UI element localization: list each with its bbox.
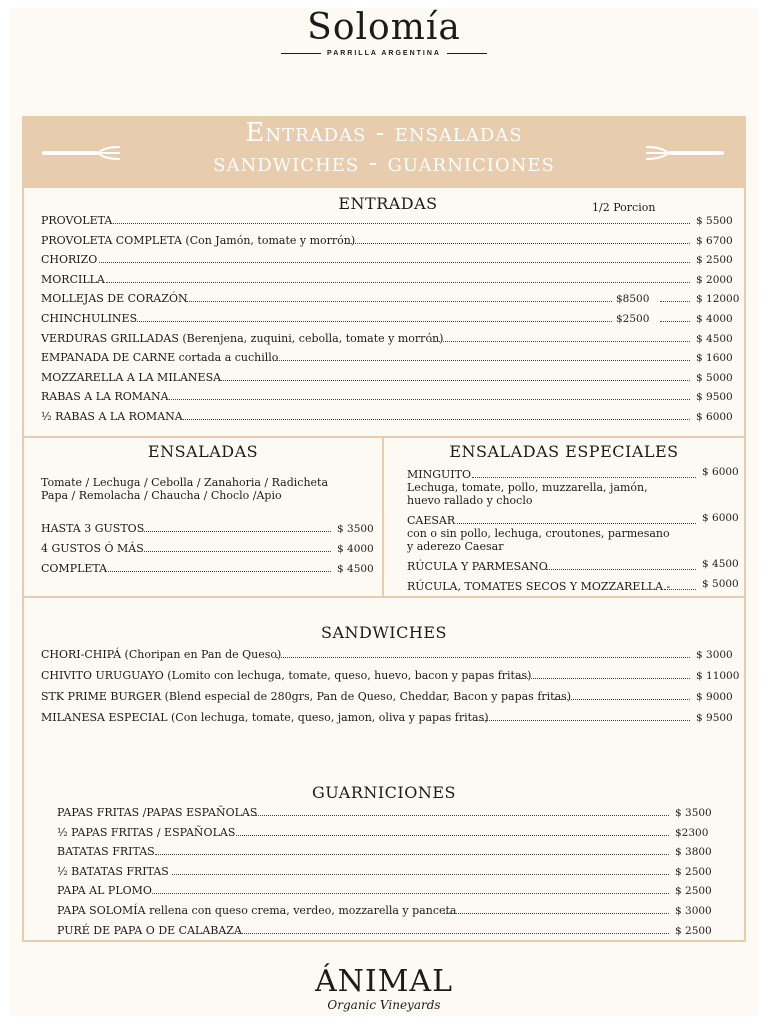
half-portion-price: $2500 — [616, 313, 650, 325]
dotted-leader — [276, 657, 690, 658]
menu-item-price: $ 11000 — [696, 670, 740, 682]
menu-item-price: $ 2500 — [675, 885, 712, 898]
menu-item-price: $ 12000 — [696, 293, 740, 306]
menu-item-name: PAPA AL PLOMO — [57, 884, 152, 898]
menu-item-price: $ 3500 — [675, 807, 712, 819]
menu-item-price: $ 4500 — [696, 332, 733, 345]
dotted-leader — [181, 419, 690, 420]
menu-item-name: CHORIZO — [41, 253, 98, 267]
dotted-leader — [108, 571, 331, 572]
dotted-leader — [273, 360, 690, 361]
menu-item-name: MINGUITO — [407, 468, 471, 481]
menu-item-price: $ 2500 — [675, 924, 712, 937]
divider — [24, 596, 744, 598]
menu-item-price: $ 1600 — [696, 352, 733, 365]
dotted-leader — [172, 874, 669, 875]
menu-item-price: $ 3000 — [696, 649, 733, 661]
dotted-leader — [144, 551, 331, 552]
banner-title-line-1: Entradas - ensaladas — [245, 118, 523, 148]
dotted-leader — [167, 399, 690, 400]
menu-item-price: $ 3000 — [675, 905, 712, 917]
brand-logo: Solomía — [307, 7, 461, 48]
menu-item-name: ½ PAPAS FRITAS / ESPAÑOLAS — [57, 825, 236, 839]
menu-item-description: con o sin pollo, lechuga, croutones, parmesano y aderezo Caesar — [407, 527, 670, 553]
fork-icon — [644, 146, 724, 160]
dotted-leader — [457, 523, 696, 524]
dotted-leader — [99, 262, 690, 263]
menu-frame — [22, 116, 746, 942]
menu-item-price: $ 2000 — [696, 273, 733, 286]
dotted-leader — [253, 815, 669, 816]
menu-item-name: VERDURAS GRILLADAS (Berenjena, zuquini, cebolla, tomate y morrón) — [41, 331, 444, 345]
menu-item-price: $ 6700 — [696, 234, 733, 247]
menu-item-description: Lechuga, tomate, pollo, muzzarella, jamón, huevo rallado y choclo — [407, 481, 648, 507]
menu-item-name: PAPA SOLOMÍA rellena con queso crema, verdeo, mozzarella y panceta — [57, 904, 457, 917]
dotted-leader — [546, 569, 696, 570]
menu-item-price: $ 2500 — [696, 254, 733, 267]
menu-item-price: $ 6000 — [702, 512, 739, 524]
menu-item-price: $ 4000 — [696, 313, 733, 325]
ensaladas-title: ENSALADAS — [147, 442, 259, 461]
dotted-leader — [516, 678, 690, 679]
fork-icon — [447, 53, 487, 54]
dotted-leader — [444, 913, 669, 914]
dotted-leader — [113, 223, 690, 224]
half-portion-price: $8500 — [616, 293, 650, 306]
menu-item-name: PROVOLETA — [41, 214, 113, 227]
menu-item-name: ½ BATATAS FRITAS — [57, 864, 169, 878]
menu-item-price: $ 5500 — [696, 215, 733, 227]
menu-item-name: ½ RABAS A LA ROMANA — [41, 410, 183, 423]
menu-item-name: CHIVITO URUGUAYO (Lomito con lechuga, tomate, queso, huevo, bacon y papas fritas) — [41, 669, 532, 682]
brand-tagline: PARRILLA ARGENTINA — [0, 50, 768, 57]
menu-item-price: $2300 — [675, 826, 709, 839]
half-portion-label: 1/2 Porcion — [592, 201, 656, 214]
dotted-leader — [554, 699, 690, 700]
dotted-leader — [144, 531, 331, 532]
menu-item-price: $ 3800 — [675, 846, 712, 859]
menu-item-name: PAPAS FRITAS /PAPAS ESPAÑOLAS — [57, 806, 258, 819]
menu-item-price: $ 5000 — [702, 578, 739, 590]
dotted-leader — [152, 893, 669, 894]
sandwiches-title: SANDWICHES — [321, 623, 447, 642]
menu-item-name: STK PRIME BURGER (Blend especial de 280grs, Pan de Queso, Cheddar, Bacon y papas fritas) — [41, 690, 572, 703]
dotted-leader — [660, 301, 690, 302]
dotted-leader — [106, 282, 690, 283]
dotted-leader — [137, 321, 612, 322]
banner-title-line-2: sandwiches - guarniciones — [213, 148, 555, 178]
menu-item-price: $ 2500 — [675, 865, 712, 878]
section-banner — [24, 118, 744, 188]
especiales-title: ENSALADAS ESPECIALES — [449, 442, 679, 461]
menu-item-name: RABAS A LA ROMANA — [41, 390, 169, 404]
dotted-leader — [431, 341, 690, 342]
entradas-title: ENTRADAS — [338, 194, 438, 213]
menu-item-price: $ 6000 — [696, 411, 733, 423]
menu-item-price: $ 5000 — [696, 371, 733, 384]
menu-item-name: CHORI-CHIPÁ (Choripan en Pan de Queso) — [41, 648, 282, 661]
menu-item-name: CAESAR — [407, 514, 456, 527]
menu-item-price: $ 3500 — [337, 523, 374, 535]
dotted-leader — [347, 243, 690, 244]
menu-item-price: $ 4000 — [337, 543, 374, 555]
ensaladas-ingredients: Tomate / Lechuga / Cebolla / Zanahoria / Radicheta Papa / Remolacha / Chaucha / Choclo /Apio — [41, 476, 329, 502]
dotted-leader — [238, 933, 669, 934]
menu-item-name: BATATAS FRITAS — [57, 845, 155, 859]
menu-item-name: HASTA 3 GUSTOS — [41, 522, 145, 535]
brand-header — [0, 8, 768, 57]
menu-item-name: RÚCULA Y PARMESANO — [407, 560, 548, 573]
dotted-leader — [475, 720, 690, 721]
menu-item-price: $ 4500 — [337, 563, 374, 575]
footer-logo — [0, 966, 768, 1012]
dotted-leader — [660, 321, 690, 322]
menu-item-price: $ 9500 — [696, 391, 733, 404]
menu-item-name: 4 GUSTOS Ó MÁS — [41, 542, 144, 555]
menu-item-name: COMPLETA — [41, 562, 108, 575]
vineyard-logo: ÁNIMAL — [314, 964, 454, 999]
menu-item-name: EMPANADA DE CARNE cortada a cuchillo — [41, 351, 279, 365]
menu-item-price: $ 9500 — [696, 712, 733, 724]
dotted-leader — [155, 854, 669, 855]
menu-item-name: PROVOLETA COMPLETA (Con Jamón, tomate y morrón) — [41, 233, 356, 247]
menu-item-name: MOLLEJAS DE CORAZÓN — [41, 292, 188, 306]
menu-item-price: $ 4500 — [702, 558, 739, 570]
menu-item-name: MOZZARELLA A LA MILANESA — [41, 370, 222, 384]
dotted-leader — [236, 835, 669, 836]
menu-item-name: MORCILLA — [41, 272, 105, 286]
menu-item-price: $ 9000 — [696, 691, 733, 703]
dotted-leader — [664, 589, 696, 590]
menu-item-name: RÚCULA, TOMATES SECOS Y MOZZARELLA - — [407, 580, 671, 593]
menu-item-price: $ 6000 — [702, 466, 739, 478]
dotted-leader — [472, 477, 696, 478]
menu-item-name: MILANESA ESPECIAL (Con lechuga, tomate, queso, jamon, oliva y papas fritas) — [41, 711, 489, 724]
divider — [24, 436, 744, 438]
menu-item-name: CHINCHULINES — [41, 312, 138, 325]
knife-icon — [281, 53, 321, 54]
guarniciones-title: GUARNICIONES — [311, 783, 456, 802]
dotted-leader — [218, 380, 690, 381]
menu-item-name: PURÉ DE PAPA O DE CALABAZA — [57, 923, 242, 937]
dotted-leader — [186, 301, 612, 302]
vineyard-tagline: Organic Vineyards — [327, 998, 441, 1012]
